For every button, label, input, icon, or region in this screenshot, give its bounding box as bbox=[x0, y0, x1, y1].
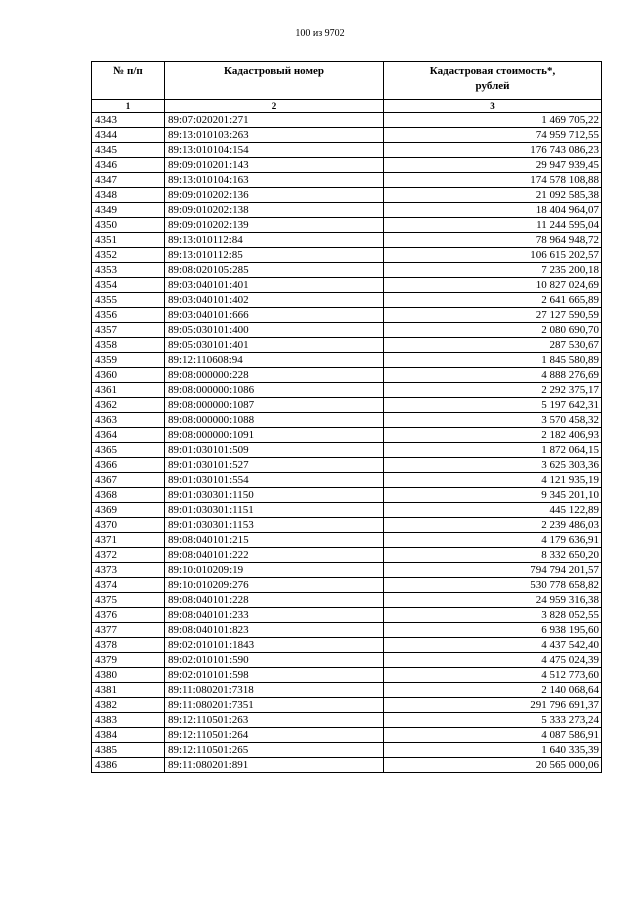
table-row bbox=[92, 218, 602, 233]
cadastral-number: 89:09:010201:143 bbox=[165, 158, 384, 173]
cadastral-number: 89:12:110501:263 bbox=[165, 713, 384, 728]
table-row bbox=[92, 338, 602, 353]
row-number: 4352 bbox=[92, 248, 165, 263]
row-number: 4370 bbox=[92, 518, 165, 533]
table-row bbox=[92, 203, 602, 218]
cadastral-value: 2 292 375,17 bbox=[384, 383, 602, 398]
cadastral-value: 24 959 316,38 bbox=[384, 593, 602, 608]
row-number: 4383 bbox=[92, 713, 165, 728]
cadastral-number: 89:09:010202:136 bbox=[165, 188, 384, 203]
table-row bbox=[92, 398, 602, 413]
cadastral-value: 174 578 108,88 bbox=[384, 173, 602, 188]
table-row bbox=[92, 353, 602, 368]
row-number: 4356 bbox=[92, 308, 165, 323]
cadastral-value: 1 845 580,89 bbox=[384, 353, 602, 368]
cadastral-value: 445 122,89 bbox=[384, 503, 602, 518]
table-row bbox=[92, 188, 602, 203]
cadastral-value: 4 179 636,91 bbox=[384, 533, 602, 548]
cadastral-number: 89:01:030301:1151 bbox=[165, 503, 384, 518]
cadastral-value: 2 239 486,03 bbox=[384, 518, 602, 533]
table-row bbox=[92, 248, 602, 263]
row-number: 4371 bbox=[92, 533, 165, 548]
cadastral-number: 89:13:010104:163 bbox=[165, 173, 384, 188]
table-row bbox=[92, 383, 602, 398]
cadastral-number: 89:09:010202:139 bbox=[165, 218, 384, 233]
row-number: 4364 bbox=[92, 428, 165, 443]
row-number: 4385 bbox=[92, 743, 165, 758]
row-number: 4346 bbox=[92, 158, 165, 173]
table-row bbox=[92, 113, 602, 128]
row-number: 4375 bbox=[92, 593, 165, 608]
table-row bbox=[92, 533, 602, 548]
table-row bbox=[92, 653, 602, 668]
row-number: 4368 bbox=[92, 488, 165, 503]
table-header-row bbox=[92, 62, 602, 100]
cadastral-value: 7 235 200,18 bbox=[384, 263, 602, 278]
cadastral-number: 89:13:010104:154 bbox=[165, 143, 384, 158]
cadastral-value: 4 121 935,19 bbox=[384, 473, 602, 488]
cadastral-number: 89:03:040101:401 bbox=[165, 278, 384, 293]
page-number-label: 100 из 9702 bbox=[295, 28, 345, 39]
cadastral-number: 89:08:040101:233 bbox=[165, 608, 384, 623]
table-row bbox=[92, 173, 602, 188]
cadastral-value: 21 092 585,38 bbox=[384, 188, 602, 203]
cadastral-number: 89:03:040101:666 bbox=[165, 308, 384, 323]
row-number: 4351 bbox=[92, 233, 165, 248]
cadastral-number: 89:11:080201:7318 bbox=[165, 683, 384, 698]
cadastral-value: 78 964 948,72 bbox=[384, 233, 602, 248]
row-number: 4384 bbox=[92, 728, 165, 743]
cadastral-number: 89:02:010101:598 bbox=[165, 668, 384, 683]
row-number: 4365 bbox=[92, 443, 165, 458]
table-row bbox=[92, 518, 602, 533]
cadastral-value: 4 437 542,40 bbox=[384, 638, 602, 653]
table-row bbox=[92, 623, 602, 638]
row-number: 4366 bbox=[92, 458, 165, 473]
table-row bbox=[92, 578, 602, 593]
row-number: 4363 bbox=[92, 413, 165, 428]
row-number: 4357 bbox=[92, 323, 165, 338]
cadastral-number: 89:01:030301:1150 bbox=[165, 488, 384, 503]
cadastral-number: 89:13:010112:84 bbox=[165, 233, 384, 248]
cadastral-number: 89:10:010209:19 bbox=[165, 563, 384, 578]
row-number: 4358 bbox=[92, 338, 165, 353]
cadastral-value: 5 197 642,31 bbox=[384, 398, 602, 413]
table-row bbox=[92, 563, 602, 578]
row-number: 4355 bbox=[92, 293, 165, 308]
cadastral-value: 4 888 276,69 bbox=[384, 368, 602, 383]
table-row bbox=[92, 143, 602, 158]
cadastral-value: 287 530,67 bbox=[384, 338, 602, 353]
table-row bbox=[92, 638, 602, 653]
table-row bbox=[92, 128, 602, 143]
table-row bbox=[92, 323, 602, 338]
cadastral-number: 89:05:030101:401 bbox=[165, 338, 384, 353]
cadastral-value: 20 565 000,06 bbox=[384, 758, 602, 773]
cadastral-value: 29 947 939,45 bbox=[384, 158, 602, 173]
column-header-cadastral-number: Кадастровый номер bbox=[165, 62, 384, 100]
table-row bbox=[92, 758, 602, 773]
cadastral-number: 89:13:010112:85 bbox=[165, 248, 384, 263]
cadastral-number: 89:07:020201:271 bbox=[165, 113, 384, 128]
table-row bbox=[92, 293, 602, 308]
table-row bbox=[92, 308, 602, 323]
cadastral-value: 27 127 590,59 bbox=[384, 308, 602, 323]
cadastral-value: 10 827 024,69 bbox=[384, 278, 602, 293]
row-number: 4380 bbox=[92, 668, 165, 683]
cadastral-number: 89:11:080201:7351 bbox=[165, 698, 384, 713]
table-row bbox=[92, 278, 602, 293]
row-number: 4348 bbox=[92, 188, 165, 203]
cadastral-number: 89:01:030101:527 bbox=[165, 458, 384, 473]
cadastral-value: 2 641 665,89 bbox=[384, 293, 602, 308]
cadastral-value: 4 475 024,39 bbox=[384, 653, 602, 668]
cadastral-number: 89:03:040101:402 bbox=[165, 293, 384, 308]
table-row bbox=[92, 458, 602, 473]
row-number: 4349 bbox=[92, 203, 165, 218]
cadastral-value: 1 872 064,15 bbox=[384, 443, 602, 458]
row-number: 4350 bbox=[92, 218, 165, 233]
row-number: 4345 bbox=[92, 143, 165, 158]
row-number: 4354 bbox=[92, 278, 165, 293]
table-row bbox=[92, 698, 602, 713]
cadastral-number: 89:12:110501:265 bbox=[165, 743, 384, 758]
row-number: 4353 bbox=[92, 263, 165, 278]
table-row bbox=[92, 473, 602, 488]
row-number: 4376 bbox=[92, 608, 165, 623]
row-number: 4360 bbox=[92, 368, 165, 383]
row-number: 4372 bbox=[92, 548, 165, 563]
table-row bbox=[92, 368, 602, 383]
table-row bbox=[92, 428, 602, 443]
cadastral-value: 5 333 273,24 bbox=[384, 713, 602, 728]
column-index-3: 3 bbox=[384, 100, 602, 113]
table-row bbox=[92, 503, 602, 518]
table-row bbox=[92, 158, 602, 173]
table-row bbox=[92, 728, 602, 743]
column-header-number: № п/п bbox=[92, 62, 165, 100]
cadastral-number: 89:12:110608:94 bbox=[165, 353, 384, 368]
row-number: 4369 bbox=[92, 503, 165, 518]
cadastral-value: 3 570 458,32 bbox=[384, 413, 602, 428]
table-row bbox=[92, 608, 602, 623]
cadastral-value: 794 794 201,57 bbox=[384, 563, 602, 578]
row-number: 4362 bbox=[92, 398, 165, 413]
cadastral-value: 530 778 658,82 bbox=[384, 578, 602, 593]
cadastral-number: 89:05:030101:400 bbox=[165, 323, 384, 338]
cadastral-value: 291 796 691,37 bbox=[384, 698, 602, 713]
row-number: 4344 bbox=[92, 128, 165, 143]
table-row bbox=[92, 683, 602, 698]
cadastral-number: 89:08:000000:228 bbox=[165, 368, 384, 383]
row-number: 4378 bbox=[92, 638, 165, 653]
cadastral-number: 89:08:040101:823 bbox=[165, 623, 384, 638]
cadastral-number: 89:12:110501:264 bbox=[165, 728, 384, 743]
cadastral-number: 89:02:010101:1843 bbox=[165, 638, 384, 653]
cadastral-number: 89:08:020105:285 bbox=[165, 263, 384, 278]
cadastral-value: 8 332 650,20 bbox=[384, 548, 602, 563]
table-row bbox=[92, 593, 602, 608]
cadastral-value: 2 182 406,93 bbox=[384, 428, 602, 443]
cadastral-value: 3 828 052,55 bbox=[384, 608, 602, 623]
row-number: 4377 bbox=[92, 623, 165, 638]
cadastral-number: 89:08:000000:1088 bbox=[165, 413, 384, 428]
cadastral-number: 89:13:010103:263 bbox=[165, 128, 384, 143]
cadastral-number: 89:01:030101:509 bbox=[165, 443, 384, 458]
cadastral-value: 6 938 195,60 bbox=[384, 623, 602, 638]
cadastral-number: 89:01:030301:1153 bbox=[165, 518, 384, 533]
cadastral-value: 2 140 068,64 bbox=[384, 683, 602, 698]
row-number: 4382 bbox=[92, 698, 165, 713]
cadastral-number: 89:08:000000:1091 bbox=[165, 428, 384, 443]
table-row bbox=[92, 713, 602, 728]
row-number: 4373 bbox=[92, 563, 165, 578]
row-number: 4361 bbox=[92, 383, 165, 398]
cadastral-value: 3 625 303,36 bbox=[384, 458, 602, 473]
cadastral-value: 74 959 712,55 bbox=[384, 128, 602, 143]
table-row bbox=[92, 488, 602, 503]
cadastral-value: 4 512 773,60 bbox=[384, 668, 602, 683]
cadastral-number: 89:09:010202:138 bbox=[165, 203, 384, 218]
table-row bbox=[92, 743, 602, 758]
cadastral-value: 1 469 705,22 bbox=[384, 113, 602, 128]
table-row bbox=[92, 413, 602, 428]
table-row bbox=[92, 263, 602, 278]
column-index-2: 2 bbox=[165, 100, 384, 113]
cadastral-value: 176 743 086,23 bbox=[384, 143, 602, 158]
cadastral-value: 1 640 335,39 bbox=[384, 743, 602, 758]
cadastral-number: 89:08:000000:1086 bbox=[165, 383, 384, 398]
cadastral-number: 89:10:010209:276 bbox=[165, 578, 384, 593]
row-number: 4367 bbox=[92, 473, 165, 488]
cadastral-number: 89:02:010101:590 bbox=[165, 653, 384, 668]
row-number: 4374 bbox=[92, 578, 165, 593]
cadastral-number: 89:08:040101:215 bbox=[165, 533, 384, 548]
column-index-1: 1 bbox=[92, 100, 165, 113]
cadastral-value: 9 345 201,10 bbox=[384, 488, 602, 503]
cadastral-value: 18 404 964,07 bbox=[384, 203, 602, 218]
column-header-cadastral-value: Кадастровая стоимость*, рублей bbox=[384, 62, 602, 100]
cadastral-value: 106 615 202,57 bbox=[384, 248, 602, 263]
cadastral-number: 89:08:040101:228 bbox=[165, 593, 384, 608]
cadastral-number: 89:01:030101:554 bbox=[165, 473, 384, 488]
cadastral-number: 89:08:000000:1087 bbox=[165, 398, 384, 413]
table-row bbox=[92, 233, 602, 248]
cadastral-value: 2 080 690,70 bbox=[384, 323, 602, 338]
cadastral-value: 4 087 586,91 bbox=[384, 728, 602, 743]
cadastral-number: 89:08:040101:222 bbox=[165, 548, 384, 563]
table-row bbox=[92, 548, 602, 563]
row-number: 4381 bbox=[92, 683, 165, 698]
table-row bbox=[92, 443, 602, 458]
column-index-row bbox=[92, 100, 602, 113]
cadastral-value-table bbox=[91, 61, 602, 773]
row-number: 4347 bbox=[92, 173, 165, 188]
table-row bbox=[92, 668, 602, 683]
row-number: 4379 bbox=[92, 653, 165, 668]
cadastral-number: 89:11:080201:891 bbox=[165, 758, 384, 773]
row-number: 4343 bbox=[92, 113, 165, 128]
row-number: 4359 bbox=[92, 353, 165, 368]
cadastral-value: 11 244 595,04 bbox=[384, 218, 602, 233]
row-number: 4386 bbox=[92, 758, 165, 773]
